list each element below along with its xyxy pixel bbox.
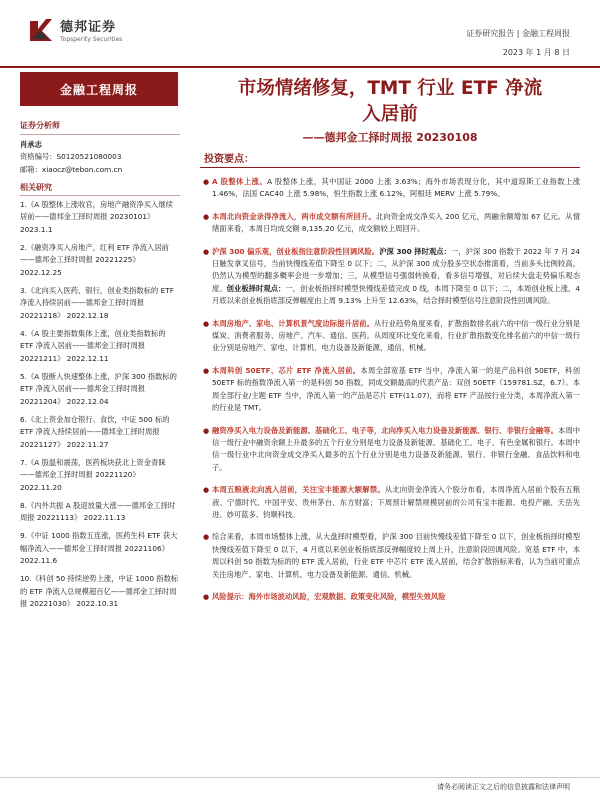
related-item[interactable]: 3.《北向买入医药、银行，创业类指数标的 ETF 净流入持续居前——德邦金工择时周报 20221218》 2022.12.18 (20, 285, 174, 320)
analyst-cert: 资格编号：S0120521080003 (20, 152, 122, 161)
point-subhead: 沪深 300 择时观点： (379, 246, 451, 256)
related-item[interactable]: 6.《北上资金加仓银行、食饮，中证 500 标的 ETF 净流入持续居前——德邦金工择时周报 20221127》 2022.11.27 (20, 414, 170, 449)
related-item[interactable]: 8.《内外共振 A 股迎放量大涨——德邦金工择时周报 20221113》 2022.11.13 (20, 500, 176, 522)
bullet-icon: ● (203, 178, 210, 186)
report-date: 2023 年 1 月 8 日 (502, 48, 570, 57)
point-body: 从行业趋势角度来看，扩散指数排名前六的中信一级行业分别是煤炭、消费者服务、房地产、汽车、通信、医药。从周度环比变化来看，行业扩散指数变化排名前六的中信一级行业分别是房地产、家电、计算机、电力设备及新能源、通信、机械。 (212, 318, 581, 353)
title-line-1: 市场情绪修复，TMT 行业 ETF 净流 (237, 78, 543, 99)
point-lead: 融资净买入电力设备及新能源、基础化工、电子等，北向净买入电力设备及新能源、银行、非银行金融等。 (212, 425, 558, 435)
footer-divider (0, 777, 600, 778)
key-points-title: 投资要点： (200, 150, 580, 168)
related-item[interactable]: 4.《A 股主要指数集体上涨，创业类指数标的 ETF 净流入居前——德邦金工择时周报 20221211》 2022.12.11 (20, 328, 166, 363)
key-point (203, 246, 580, 308)
bullet-icon: ● (203, 486, 210, 495)
report-type: 证券研究报告 | 金融工程周报 (466, 29, 570, 38)
risk-note (203, 591, 580, 603)
company-logo (28, 16, 122, 43)
related-item[interactable]: 2.《融资净买入房地产，红利 ETF 净流入居前——德邦金工择时周报 20221225》 2022.12.25 (20, 242, 169, 277)
header-divider (0, 66, 600, 68)
related-item[interactable]: 9.《中证 1000 指数五连涨，医药生科 ETF 获大幅净流入——德邦金工择时周报 20221106》 2022.11.6 (20, 531, 178, 565)
report-category-banner: 金融工程周报 (20, 72, 178, 106)
key-points (203, 176, 580, 613)
bullet-icon: ● (203, 592, 210, 601)
point-lead: 本周五粮液北向流入居前，关注宝丰能源大额解禁。 (212, 485, 385, 495)
risk-text: 风险提示：海外市场波动风险，宏观数据、政策变化风险，模型失效风险 (212, 591, 446, 601)
key-point (203, 425, 580, 475)
bullet-icon: ● (203, 426, 210, 435)
logo-mark-icon (28, 17, 54, 43)
footer-disclaimer: 请务必阅读正文之后的信息披露和法律声明 (437, 783, 570, 791)
title-line-2: 入居前 (362, 104, 418, 125)
title-subtitle: ——德邦金工择时周报 20230108 (302, 131, 478, 144)
logo-english: Topsperity Securities (60, 36, 123, 43)
related-item[interactable]: 7.《A 股温和震荡，医药板块获北上资金青睐——德邦金工择时周报 20221120》 2022.11.20 (20, 457, 166, 492)
bullet-icon: ● (203, 212, 210, 221)
point-lead: 本周房地产、家电、计算机景气度边际提升居前。 (212, 318, 374, 328)
analyst-email[interactable]: 邮箱：xiaocz@tebon.com.cn (20, 164, 123, 174)
point-body: 从北向资金净流入个股分布看，本周净流入居前个股有五粮液、宁德时代、中国平安、贵州茅台、东方财富；下周预计解禁规模居前的公司有宝丰能源、电投产融、天岳先进、妙可蓝多、钧顺科技。 (212, 485, 581, 519)
related-item[interactable]: 1.《A 股整体上涨收官，房地产融资净买入继续居前——德邦金工择时周报 20230101》 2023.1.1 (20, 199, 173, 234)
report-title (200, 76, 580, 146)
key-point (203, 211, 580, 236)
point-lead: 沪深 300 偏乐观，创业板指注意阶段性回调风险。 (212, 246, 380, 256)
key-point (203, 176, 580, 201)
related-item[interactable]: 5.《A 股断入快速整体上涨，沪深 300 指数标的 ETF 净流入居前——德邦金工择时周报 20221204》 2022.12.04 (20, 371, 177, 406)
related-item[interactable]: 10.《科创 50 持续逆势上涨，中证 1000 指数标的 ETF 净流入总规模超百亿——德邦金工择时周报 20221030》 2022.10.31 (20, 574, 179, 608)
key-point (203, 318, 580, 355)
point-subhead: 创业板择时观点： (226, 283, 286, 293)
point-body: A 股整体上涨，其中国证 2000 上涨 3.63%；海外市场表现分化，其中道琼斯工业指数上涨 1.46%，法国 CAC40 上涨 5.98%，恒生指数上涨 6.12%，阿根廷 MERV 上涨 5.79%。 (212, 177, 581, 199)
point-body: 综合来看，本周市场整体上涨，从大盘择时模型看，沪深 300 目前快慢线差值下降至 0 以下，创业板指择时模型快慢线差值下降至 0 以下，4 月底以来创业板指底部反弹幅度较上周上升，注意阶段回调风险。宽基 ETF 中，本周以科创 50 指数为标的的 ETF 流入居前，行业 ETF 中芯片 ETF 流入居前，结合扩散指标来看，认为当前可重点关注房地产、家电、计算机、电力设备及新能源、通信、机械。 (212, 532, 580, 579)
related-research-title: 相关研究 (20, 182, 180, 196)
bullet-icon: ● (203, 533, 210, 542)
point-body: 一，创业板指择时模型快慢线差值完成 0 线，本周下降至 0 以下；二，本周创业板上涨，4 月底以来创业板指底部反弹幅度由上周 9.13% 上升至 12.63%，结合择时模型信号注意阶段性回调风险。 (212, 283, 581, 306)
key-point (203, 484, 580, 521)
key-point (203, 531, 580, 581)
point-lead: 本周北向资金录得净流入，两市成交额有所回升。 (212, 211, 376, 221)
analyst-name: 肖承志 (20, 139, 42, 149)
point-body: 本周全部宽基 ETF 当中，净流入第一的是产品科创 50ETF，科创 50ETF 标的指数净流入第一的是科创 50 指数，同成交额最高的代表产品：双创 50ETF（159781.SZ，6.7）。本周全部行业/主题 ETF 当中，净流入第一的产品是芯片 ETF(11.07)，而将 ETF 产品按行业分类，本周净流入第一的行业是 TMT。 (212, 365, 580, 413)
bullet-icon: ● (203, 247, 210, 256)
point-lead: A 股整体上涨。 (212, 177, 268, 186)
point-body: 一，沪深 300 指数于 2022 年 7 月 24 日触发拿叉信号，当前快慢线差值下降至 0 以下；二，从沪深 300 成分股多空状态推演看，当前多头比例较高，仍然认为模型的翻多概率会进一步增加；三，从模型信号强弱转换看，看多信号增强，对后续大盘走势偏乐观态度。 (212, 246, 581, 293)
bullet-icon: ● (203, 319, 210, 328)
point-lead: 本周科创 50ETF、芯片 ETF 净流入居前。 (212, 365, 361, 375)
sidebar (20, 120, 180, 616)
analyst-section-title: 证券分析师 (20, 120, 180, 135)
key-point (203, 365, 580, 415)
bullet-icon: ● (203, 366, 210, 375)
point-body: 北向资金成交净买入 200 亿元，两融余额增加 67 亿元。从情绪面来看，本周日均成交额 8,135.20 亿元，成交额较上周回升。 (212, 211, 580, 234)
logo-name: 德邦证券 (60, 20, 117, 35)
point-body: 本周中信一级行业中融资余额上升最多的五个行业分别是电力设备及新能源、基础化工、电子、有色金属和银行。本周中信一级行业中北向资金成交净买入最多的五个行业分别是电力设备及新能源、银行、非银行金融、食品饮料和电子。 (212, 425, 581, 472)
